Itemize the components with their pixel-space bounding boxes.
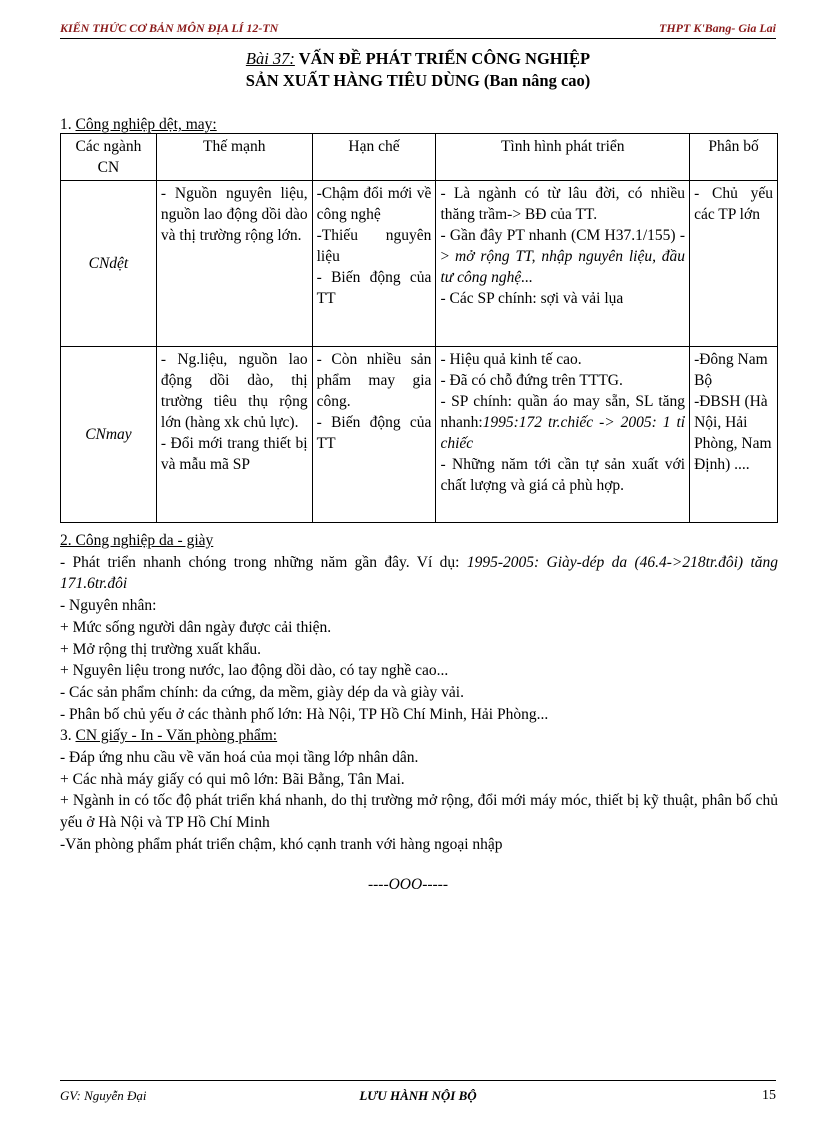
column-header: Các ngành CN	[61, 134, 157, 181]
industry-name: CNdệt	[61, 181, 157, 347]
strengths-cell: - Nguồn nguyên liệu, nguồn lao động dồi dào và thị trường rộng lớn.	[156, 181, 312, 347]
title-line-1: VẤN ĐỀ PHÁT TRIỂN CÔNG NGHIỆP	[294, 49, 591, 68]
lesson-number: Bài 37:	[245, 49, 295, 68]
paragraph: + Mức sống người dân ngày được cải thiện.	[60, 618, 332, 636]
paragraph: - Phân bố chủ yếu ở các thành phố lớn: Hà Nội, TP Hồ Chí Minh, Hải Phòng...	[60, 705, 549, 723]
distribution-cell: - Chủ yếu các TP lớn	[690, 181, 778, 347]
section-1-heading: 1. Công nghiệp dệt, may:	[60, 116, 217, 133]
table-row-garment	[61, 347, 778, 523]
end-mark: ----OOO-----	[367, 876, 449, 893]
paragraph: - Các sản phẩm chính: da cứng, da mềm, giày dép da và giày vải.	[60, 683, 464, 701]
column-header: Thế mạnh	[156, 134, 312, 181]
title-line-2: SẢN XUẤT HÀNG TIÊU DÙNG (Ban nâng cao)	[245, 71, 591, 90]
column-header: Hạn chế	[312, 134, 436, 181]
industry-table	[60, 133, 778, 523]
header-subject: KIẾN THỨC CƠ BẢN MÔN ĐỊA LÍ 12-TN	[60, 21, 279, 35]
paragraph: - Đáp ứng nhu cầu về văn hoá của mọi tầng lớp nhân dân.	[60, 749, 419, 767]
development-cell: - Hiệu quả kinh tế cao. - Đã có chỗ đứng trên TTTG. - SP chính: quần áo may sẵn, SL tăng nhanh:1995:172 tr.chiếc -> 2005: 1 tỉ chiếc - Những năm tới cần tự sản xuất với chất lượng và giá cả phù hợp.	[436, 347, 690, 523]
strengths-cell: - Ng.liệu, nguồn lao động dồi dào, thị trường tiêu thụ rộng lớn (hàng xk chủ lực). - Đổi mới trang thiết bị và mẫu mã SP	[156, 347, 312, 523]
page-footer	[60, 1080, 776, 1107]
distribution-cell: -Đông Nam Bộ -ĐBSH (Hà Nội, Hải Phòng, Nam Định) ....	[690, 347, 778, 523]
paragraph: -Văn phòng phẩm phát triển chậm, khó cạnh tranh với hàng ngoại nhập	[60, 835, 503, 853]
paragraph: - Phát triển nhanh chóng trong những năm gần đây. Ví dụ: 1995-2005: Giày-dép da (46.4->218tr.đôi) tăng 171.6tr.đôi	[60, 553, 779, 593]
section-3-title: CN giấy - In - Văn phòng phẩm:	[75, 727, 278, 745]
paragraph: + Mở rộng thị trường xuất khẩu.	[60, 640, 262, 658]
development-cell: - Là ngành có từ lâu đời, có nhiều thăng trầm-> BĐ của TT. - Gần đây PT nhanh (CM H37.1/155) -> mở rộng TT, nhập nguyên liệu, đầu tư công nghệ... - Các SP chính: sợi và vải lụa	[436, 181, 690, 347]
table-row-textile	[61, 181, 778, 347]
table-header-row	[61, 134, 778, 181]
section-3-heading: 3. CN giấy - In - Văn phòng phẩm:	[60, 727, 278, 745]
section-2-title: 2. Công nghiệp da - giày	[60, 532, 214, 549]
column-header: Tình hình phát triển	[436, 134, 690, 181]
column-header: Phân bố	[690, 134, 778, 181]
page-header	[60, 18, 776, 39]
page-number: 15	[762, 1088, 776, 1103]
document-body	[60, 530, 778, 856]
limits-cell: -Chậm đổi mới về công nghệ -Thiếu nguyên liệu - Biến động của TT	[312, 181, 436, 347]
paragraph: - Nguyên nhân:	[60, 597, 157, 615]
header-school: THPT K'Bang- Gia Lai	[659, 21, 776, 35]
lesson-title	[60, 48, 776, 92]
footer-teacher: GV: Nguyễn Đại	[60, 1088, 147, 1103]
footer-note: LƯU HÀNH NỘI BỘ	[359, 1088, 477, 1103]
limits-cell: - Còn nhiều sản phẩm may gia công. - Biến động của TT	[312, 347, 436, 523]
paragraph: + Các nhà máy giấy có qui mô lớn: Bãi Bằng, Tân Mai.	[60, 770, 405, 788]
section-1-title: Công nghiệp dệt, may:	[75, 116, 217, 133]
paragraph: + Ngành in có tốc độ phát triển khá nhanh, do thị trường mở rộng, đổi mới máy móc, thiết bị kỹ thuật, phân bố chủ yếu ở Hà Nội và TP Hồ Chí Minh	[60, 792, 778, 832]
paragraph: + Nguyên liệu trong nước, lao động dồi dào, có tay nghề cao...	[60, 662, 449, 680]
industry-name: CNmay	[61, 347, 157, 523]
